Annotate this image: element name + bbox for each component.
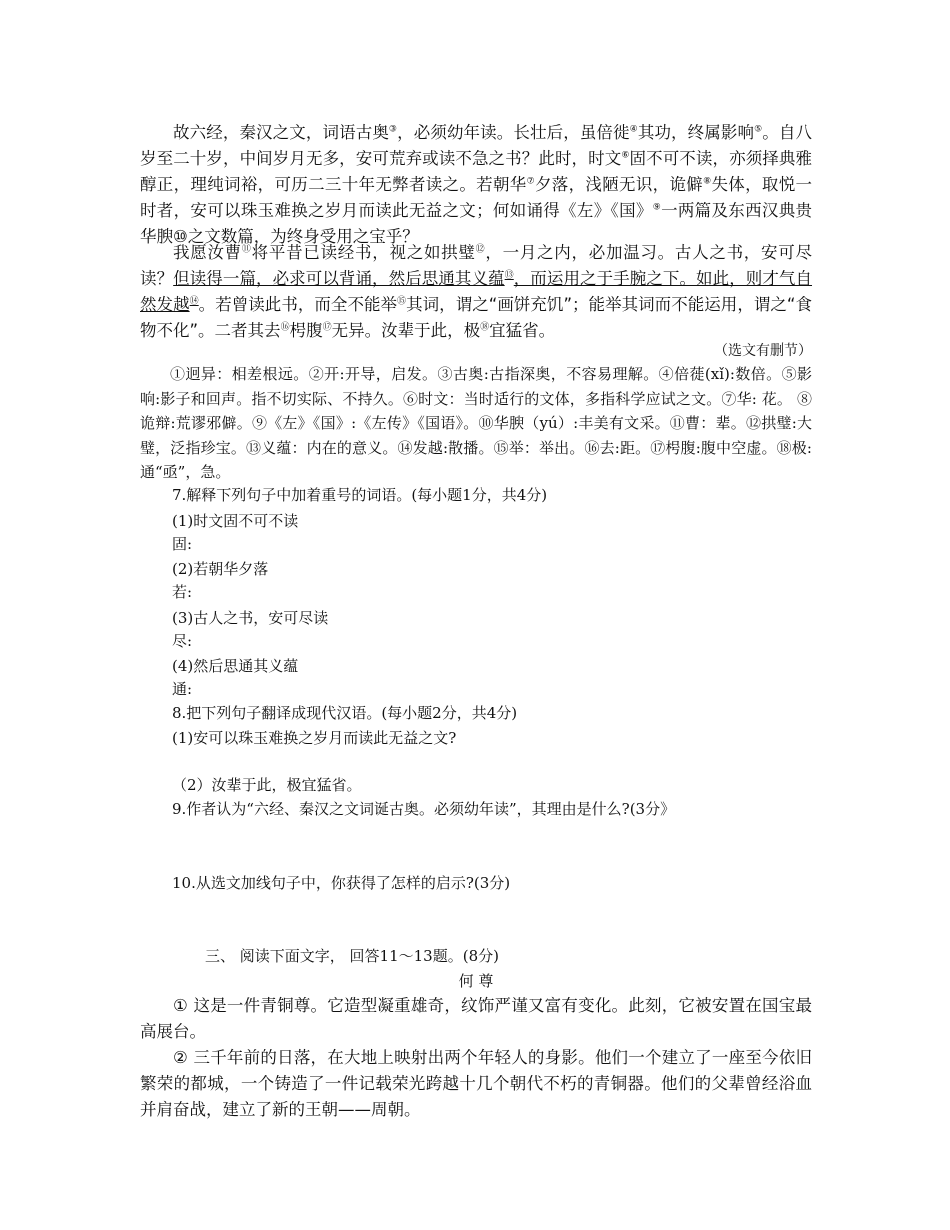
underlined-sentence-part-1: 但读得一篇，必求可以背诵，然后思通其义蕴 (173, 269, 505, 288)
question-7-1: (1)时文固不可不读 (172, 512, 299, 530)
footnote-18-marker: ⑱ (480, 322, 490, 333)
question-7-2: (2)若朝华夕落 (172, 560, 269, 578)
footnotes-text: ①迥异：相差根远。②开:开导，启发。③古奥:古指深奥，不容易理解。④倍蓰(xǐ):数倍。⑤影响:影子和回声。指不切实际、不持久。⑥时文：当时适行的文体，多指科学应试之文。⑦华: 花。 ⑧诡辩:荒谬邪僻。⑨《左》《国》:《左传》《国语》。⑩华腴（yú）:丰美有文采。⑪曹：辈。⑫拱璧:大璧，泛指珍宝。⑬义蕴：内在的意义。⑭发越:散播。⑮举：举出。⑯去:距。⑰枵腹:腹中空虚。⑱极:通“亟”，急。 (140, 365, 812, 481)
question-7: 7.解释下列句子中加着重号的词语。(每小题1分，共4分) (172, 486, 548, 504)
question-8-1: (1)安可以珠玉难换之岁月而读此无益之文? (172, 729, 457, 747)
p1-text-5: 固不可不读，亦须择典雅醇正，理纯词裕，可历二三十年无弊者读之。若朝华 (140, 149, 812, 194)
footnote-4-marker: ④ (629, 124, 638, 135)
p1-text-3: 其功，终属影响 (637, 123, 755, 142)
question-8: 8.把下列句子翻译成现代汉语。(每小题2分，共4分) (172, 704, 518, 722)
p2-text-5: 其词，谓之“画饼充饥”；能举其词而不能运用，谓之“食物不化”。二者其去 (140, 295, 813, 340)
footnote-9-marker: ⑨ (652, 202, 662, 213)
underlined-sentence-part-2: ，而运用之于手腕之下。如此，则才气自然发越 (140, 269, 813, 314)
footnote-5-marker: ⑤ (754, 124, 763, 135)
question-7-4-answer-label: 通: (172, 680, 193, 698)
footnote-17-marker: ⑰ (322, 322, 332, 333)
question-7-3: (3)古人之书，安可尽读 (172, 609, 329, 627)
p1-text-8: 一两篇及东西汉典贵华腴⑩之文数篇，为终身受用之宝乎？ (140, 201, 812, 246)
p1-text-1: 故六经，秦汉之文，词语古奥 (173, 123, 389, 142)
p2-text-7: 无异。汝辈于此，极 (331, 321, 481, 340)
p2-text-8: 宜猛省。 (489, 321, 556, 340)
footnote-15-marker: ⑮ (397, 296, 407, 307)
question-10: 10.从选文加线句子中，你获得了怎样的启示?(3分) (172, 874, 511, 892)
section-3-paragraph-1 (140, 993, 812, 1045)
passage-paragraph-2 (140, 240, 812, 344)
footnotes-block (140, 362, 812, 485)
p2-text-3: ，一月之内，必加温习。古人之书，安可尽读？ (140, 243, 812, 288)
question-8-2: （2）汝辈于此，极宜猛省。 (172, 776, 362, 794)
footnote-6-marker: ⑥ (621, 150, 630, 161)
question-9: 9.作者认为“六经、秦汉之文词诞古奥。必须幼年读”，其理由是什么?(3分》 (172, 800, 676, 818)
question-7-4: (4)然后思通其义蕴 (172, 657, 299, 675)
p1-text-2: ，必须幼年读。长壮后，虽倍徙 (397, 123, 630, 142)
section-3-title: 何 尊 (458, 972, 494, 990)
p1-text-7: 失体，取悦一时者，安可以珠玉难换之岁月而读此无益之文；何如诵得《左》《国》 (140, 175, 813, 220)
section-3-heading: 三、 阅读下面文字， 回答11～13题。(8分) (205, 947, 499, 965)
p2-text-6: 枵腹 (289, 321, 323, 340)
question-7-2-answer-label: 若: (172, 583, 193, 601)
p1-text-4: 。自八岁至二十岁，中间岁月无多，安可荒弃或读不急之书？此时，时文 (140, 123, 812, 168)
section-3-paragraph-1-text: ① 这是一件青铜尊。它造型凝重雄奇，纹饰严谨又富有变化。此刻，它被安置在国宝最高展台。 (140, 996, 812, 1041)
p2-text-4: 。若曾读此书，而全不能举 (198, 295, 398, 314)
footnote-11-marker: ⑪ (241, 244, 252, 255)
p2-text-1: 我愿汝曹 (173, 243, 242, 262)
p1-text-6: 夕落，浅陋无识，诡僻 (535, 175, 704, 194)
section-3-paragraph-2-text: ② 三千年前的日落，在大地上映射出两个年轻人的身影。他们一个建立了一座至今依旧繁荣的都城，一个铸造了一件记载荣光跨越十几个朝代不朽的青铜器。他们的父辈曾经浴血并肩奋战，建立了新的王朝——周朝。 (140, 1048, 812, 1119)
section-3-paragraph-2 (140, 1045, 812, 1123)
question-7-3-answer-label: 尽: (172, 632, 193, 650)
question-7-1-answer-label: 固: (172, 535, 193, 553)
footnote-8-marker: ⑧ (703, 176, 712, 187)
source-note: （选文有删节） (714, 343, 812, 359)
footnote-7-marker: ⑦ (526, 176, 535, 187)
footnote-12-marker: ⑫ (475, 244, 486, 255)
footnote-16-marker: ⑯ (280, 322, 290, 333)
passage-paragraph-1 (140, 120, 812, 250)
footnote-13-marker: ⑬ (504, 270, 514, 281)
p2-text-2: 将平昔已读经书，视之如拱璧 (251, 243, 476, 262)
footnote-3-marker: ③ (388, 124, 398, 135)
footnote-14-marker: ⑭ (189, 296, 199, 307)
